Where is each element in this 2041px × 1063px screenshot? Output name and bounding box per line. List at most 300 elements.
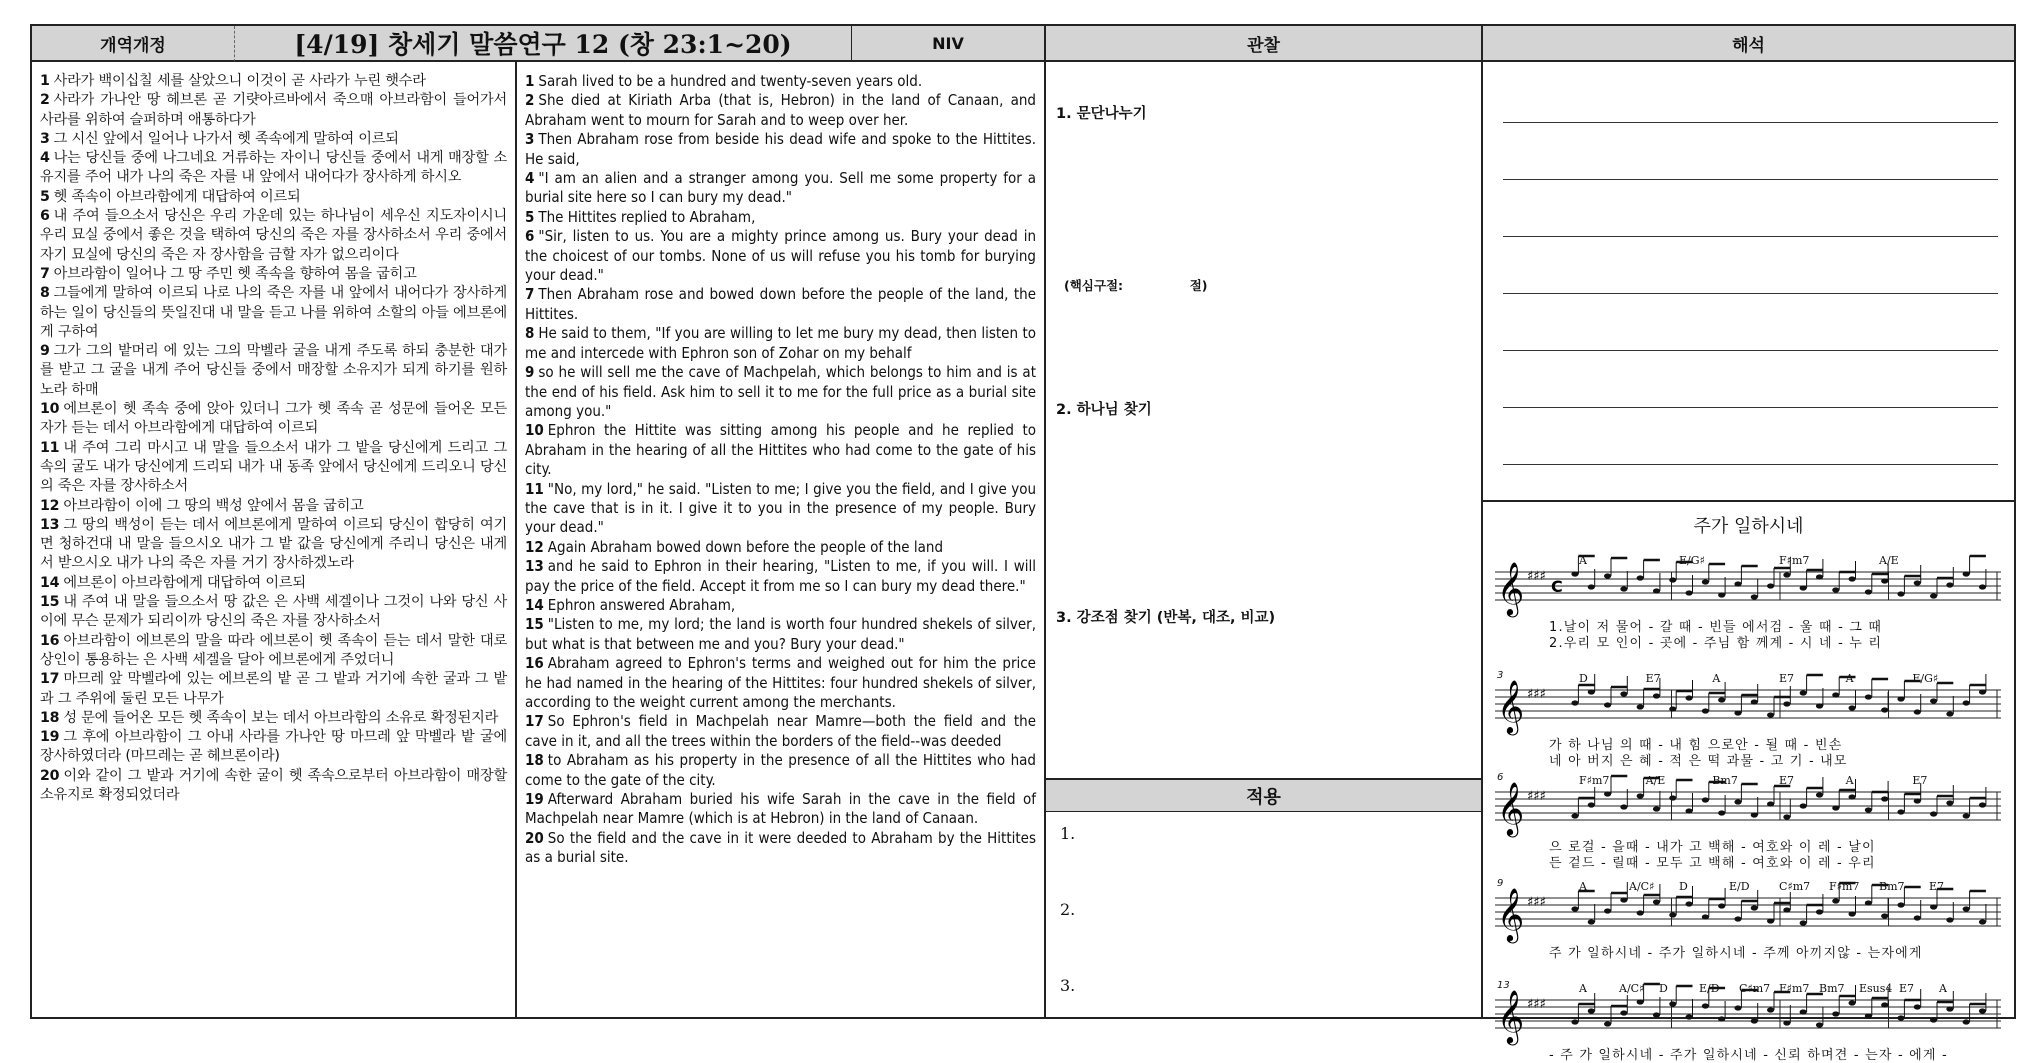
writing-line — [1503, 122, 1998, 123]
note-head — [1620, 1010, 1627, 1015]
verse-text: 내 주여 들으소서 당신은 우리 가운데 있는 하나님이 세우신 지도자이시니 우리 묘실 중에서 좋은 것을 택하여 당신의 죽은 자를 장사하소서 우리 중에서 자기 묘실에 당신의 죽은 자 장사함을 금할 자가 없으리이다 — [40, 208, 507, 263]
note-head — [1718, 810, 1725, 815]
hymn-title: 주가 일하시네 — [1693, 516, 1804, 537]
chord-symbol: F♯m7 — [1579, 774, 1610, 787]
note-head — [1946, 711, 1953, 716]
note-head — [1849, 794, 1856, 799]
note-head — [1963, 700, 1970, 705]
verse-text: Ephron answered Abraham, — [547, 595, 736, 614]
header-observation: 관찰 — [1046, 26, 1483, 62]
note-head — [1816, 909, 1823, 914]
verse — [525, 615, 1036, 654]
note-head — [1653, 806, 1660, 811]
note-head — [1783, 814, 1790, 819]
chord-symbol: Bm7 — [1712, 774, 1738, 787]
note-head — [1620, 586, 1627, 591]
chord-symbol: F♯m7 — [1779, 982, 1810, 995]
verse-text: "No, my lord," he said. "Listen to me; I give you the field, and I give you the cave that is in it. I give it to you in the presence of my people. Bury your dead." — [525, 479, 1036, 537]
chord-symbol: F♯m7 — [1779, 554, 1810, 567]
note-head — [1669, 577, 1676, 582]
note-head — [1637, 793, 1644, 798]
note-head — [1881, 578, 1888, 583]
verse-number: 12 — [40, 497, 60, 514]
note-head — [1620, 897, 1627, 902]
verse-text: 사라가 백이십칠 세를 살았으니 이것이 곧 사라가 누린 햇수라 — [53, 73, 426, 89]
chord-symbol: A — [1579, 880, 1587, 893]
note-head — [1946, 800, 1953, 805]
verse-text: 마므레 앞 막벨라에 있는 에브론의 밭 곧 그 밭과 거기에 속한 굴과 그 밭과 그 주위에 둘린 모든 나무가 — [40, 671, 507, 707]
note-head — [1604, 908, 1611, 913]
note-head — [1914, 709, 1921, 714]
verse-number: 13 — [525, 557, 544, 576]
note-head — [1979, 802, 1986, 807]
note-head — [1979, 919, 1986, 924]
key-verse-label — [1064, 276, 1208, 294]
verse — [40, 400, 507, 439]
verse — [40, 632, 507, 671]
chord-symbol: A — [1845, 774, 1854, 787]
study-sheet — [30, 24, 2016, 1063]
chord-symbol: Bm7 — [1879, 880, 1905, 893]
chord-symbol: E7 — [1929, 880, 1945, 893]
chord-symbol: Esus4 — [1859, 982, 1893, 995]
verse-text: 에브론이 아브라함에게 대답하여 이르되 — [63, 574, 306, 591]
note-head — [1734, 710, 1741, 715]
verse-text: 아브라함이 에브론의 말을 따라 에브론이 헷 족속이 듣는 데서 말한 대로 상인이 통용하는 은 사백 세겔을 달아 에브론에게 주었더니 — [40, 632, 507, 668]
lyric-line: 으 로걸 - 을때 - 내가 고 백해 - 여호와 이 레 - 날이 — [1549, 840, 1876, 855]
note-head — [1914, 798, 1921, 803]
verse-text: 그들에게 말하여 이르되 나로 나의 죽은 자를 내 앞에서 내어다가 장사하게 하는 일이 당신들의 뜻일진대 내 말을 듣고 나를 위하여 소할의 아들 에브론에게 구하여 — [40, 285, 507, 340]
note-head — [1751, 594, 1758, 599]
treble-clef-icon: 𝄞 — [1497, 679, 1525, 733]
measure-number: 6 — [1497, 772, 1504, 783]
note-head — [1669, 706, 1676, 711]
chord-symbol: E/G♯ — [1912, 672, 1939, 685]
note-head — [1832, 587, 1839, 592]
note-head — [1588, 919, 1595, 924]
chord-symbol: E7 — [1779, 774, 1795, 787]
chord-symbol: Bm7 — [1819, 982, 1845, 995]
note-head — [1571, 700, 1578, 705]
note-head — [1816, 1022, 1823, 1027]
verse-number: 1 — [40, 73, 50, 89]
verse-text: Abraham agreed to Ephron's terms and weighed out for him the price he had named in the hearing of the Hittites: four hundred shekels of silver, according to the weight current among the merchants. — [525, 654, 1036, 711]
treble-clef-icon: 𝄞 — [1497, 887, 1525, 941]
chord-symbol: A/C♯ — [1619, 982, 1645, 995]
verse-number: 18 — [40, 709, 60, 726]
note-head — [1734, 799, 1741, 804]
observation-item-find-god: 2. 하나님 찾기 — [1056, 402, 1152, 418]
verse-number: 17 — [40, 671, 60, 688]
verse — [525, 480, 1036, 538]
chord-symbol: E/D — [1699, 982, 1720, 995]
note-head — [1816, 792, 1823, 797]
note-head — [1637, 575, 1644, 580]
note-head — [1767, 801, 1774, 806]
verse — [525, 538, 1036, 557]
note-head — [1783, 907, 1790, 912]
verse — [525, 169, 1036, 208]
interpretation-column — [1483, 62, 2014, 1063]
verse-number: 11 — [525, 479, 544, 498]
note-head — [1963, 813, 1970, 818]
key-verse-suffix: 절) — [1189, 278, 1208, 293]
note-head — [1832, 692, 1839, 697]
korean-text-column — [32, 62, 517, 1017]
note-head — [1686, 901, 1693, 906]
verse — [525, 363, 1036, 421]
note-head — [1702, 797, 1709, 802]
treble-clef-icon: 𝄞 — [1497, 781, 1525, 835]
verse-number: 5 — [525, 207, 535, 226]
chord-symbol: D — [1679, 880, 1688, 893]
note-head — [1686, 808, 1693, 813]
application-item: 1. — [1060, 824, 1076, 843]
verse-number: 10 — [525, 421, 544, 440]
note-head — [1979, 584, 1986, 589]
writing-line — [1503, 236, 1998, 237]
note-head — [1897, 1015, 1904, 1020]
verse — [40, 91, 507, 130]
note-head — [1588, 584, 1595, 589]
time-signature-icon: C — [1551, 577, 1563, 596]
note-head — [1881, 1002, 1888, 1007]
verse-text: 아브라함이 일어나 그 땅 주민 헷 족속을 향하여 몸을 굽히고 — [53, 265, 417, 282]
verse-text: The Hittites replied to Abraham, — [538, 207, 756, 226]
verse-text: He said to them, "If you are willing to let me bury my dead, then listen to me and intercede with Ephron son of Zohar on my behalf — [525, 324, 1036, 362]
note-head — [1718, 592, 1725, 597]
chord-symbol: C♯m7 — [1739, 982, 1771, 995]
verse-number: 20 — [40, 767, 60, 784]
verse-text: 그 시신 앞에서 일어나 나가서 헷 족속에게 말하여 이르되 — [53, 130, 399, 147]
note-head — [1718, 903, 1725, 908]
verse-number: 11 — [40, 439, 60, 456]
verse-text: Sarah lived to be a hundred and twenty-seven years old. — [538, 72, 923, 90]
interpretation-writing-area — [1483, 62, 2014, 502]
verse — [40, 497, 507, 516]
writing-line — [1503, 464, 1998, 465]
note-head — [1816, 703, 1823, 708]
chord-symbol: E7 — [1912, 774, 1928, 787]
note-head — [1620, 804, 1627, 809]
verse-number: 8 — [40, 285, 50, 302]
verse — [525, 654, 1036, 712]
note-head — [1571, 813, 1578, 818]
verse-number: 10 — [40, 401, 60, 418]
verse — [40, 574, 507, 593]
verse — [40, 130, 507, 149]
chord-symbol: A/E — [1645, 774, 1666, 787]
treble-clef-icon: 𝄞 — [1497, 989, 1525, 1043]
note-head — [1832, 805, 1839, 810]
note-head — [1718, 697, 1725, 702]
verse — [40, 767, 507, 806]
verse — [40, 728, 507, 767]
verse-number: 18 — [525, 751, 544, 770]
note-head — [1653, 588, 1660, 593]
writing-line — [1503, 293, 1998, 294]
verse — [40, 342, 507, 400]
note-head — [1963, 1019, 1970, 1024]
verse-number: 4 — [40, 150, 50, 167]
note-head — [1816, 574, 1823, 579]
key-signature-icon: ♯♯♯ — [1527, 895, 1546, 910]
key-verse-prefix: (핵심구절: — [1064, 278, 1124, 293]
note-head — [1849, 911, 1856, 916]
verse-number: 8 — [525, 324, 535, 343]
header-translation: 개역개정 — [32, 26, 235, 62]
note-head — [1897, 809, 1904, 814]
verse — [525, 790, 1036, 829]
note-head — [1686, 1014, 1693, 1019]
chord-symbol: D — [1659, 982, 1668, 995]
note-head — [1637, 999, 1644, 1004]
note-head — [1849, 576, 1856, 581]
application-item: 2. — [1060, 900, 1076, 919]
note-head — [1979, 689, 1986, 694]
note-head — [1881, 913, 1888, 918]
note-head — [1767, 583, 1774, 588]
chord-symbol: A/C♯ — [1629, 880, 1655, 893]
note-head — [1702, 579, 1709, 584]
note-head — [1783, 572, 1790, 577]
verse-text: 나는 당신들 중에 나그네요 거류하는 자이니 당신들 중에서 내게 매장할 소유지를 주어 내가 나의 죽은 자를 내 앞에서 내어다가 장사하게 하시오 — [40, 150, 507, 186]
chord-symbol: E7 — [1645, 672, 1661, 685]
verse-text: 그 땅의 백성이 듣는 데서 에브론에게 말하여 이르되 당신이 합당히 여기면 청하건대 내 말을 들으시오 내가 그 밭 값을 당신에게 주리니 당신은 내게서 받으시오 내가 나의 죽은 자를 거기 장사하겠노라 — [40, 516, 507, 572]
verse — [40, 188, 507, 207]
verse-number: 7 — [525, 285, 535, 304]
note-head — [1865, 589, 1872, 594]
note-head — [1897, 696, 1904, 701]
note-head — [1767, 918, 1774, 923]
verse — [40, 670, 507, 709]
verse-text: So the field and the cave in it were deeded to Abraham by the Hittites as a burial site. — [525, 828, 1036, 867]
note-head — [1734, 1005, 1741, 1010]
verse-text: Again Abraham bowed down before the people of the land — [547, 537, 944, 556]
chord-symbol: E7 — [1899, 982, 1915, 995]
note-head — [1588, 802, 1595, 807]
verse-text: Ephron the Hittite was sitting among his people and he replied to Abraham in the hearing of all the Hittites who had come to the gate of his city. — [525, 421, 1036, 479]
verse-text: 성 문에 들어온 모든 헷 족속이 보는 데서 아브라함의 소유로 확정된지라 — [63, 709, 499, 726]
note-head — [1767, 1007, 1774, 1012]
note-head — [1686, 695, 1693, 700]
verse — [525, 324, 1036, 363]
note-head — [1637, 704, 1644, 709]
note-head — [1604, 1021, 1611, 1026]
note-head — [1588, 1008, 1595, 1013]
note-head — [1669, 795, 1676, 800]
verse — [40, 593, 507, 632]
note-head — [1930, 593, 1937, 598]
note-head — [1946, 917, 1953, 922]
header-niv: NIV — [852, 26, 1046, 62]
verse-number: 17 — [525, 712, 544, 731]
note-head — [1637, 910, 1644, 915]
key-signature-icon: ♯♯♯ — [1527, 569, 1546, 584]
note-head — [1930, 904, 1937, 909]
note-head — [1800, 585, 1807, 590]
measure-number: 3 — [1497, 670, 1504, 681]
lyric-line: 든 겉드 - 릴때 - 모두 고 백해 - 여호와 이 레 - 우리 — [1549, 856, 1876, 871]
verse-number: 9 — [525, 363, 535, 382]
verse — [525, 421, 1036, 479]
note-head — [1783, 701, 1790, 706]
note-head — [1751, 812, 1758, 817]
key-signature-icon: ♯♯♯ — [1527, 997, 1546, 1012]
note-head — [1832, 1011, 1839, 1016]
note-head — [1571, 906, 1578, 911]
note-head — [1588, 689, 1595, 694]
verse-number: 16 — [40, 632, 60, 649]
note-head — [1914, 915, 1921, 920]
hymn-score — [1483, 502, 2014, 1063]
note-head — [1751, 1018, 1758, 1023]
verse — [40, 439, 507, 497]
note-head — [1718, 1016, 1725, 1021]
key-signature-icon: ♯♯♯ — [1527, 789, 1546, 804]
verse-text: 사라가 가나안 땅 헤브론 곧 기럇아르바에서 죽으매 아브라함이 들어가서 사라를 위하여 슬퍼하며 애통하다가 — [40, 92, 507, 128]
verse-text: 그가 그의 밭머리 에 있는 그의 막벨라 굴을 내게 주도록 하되 충분한 대가를 받고 그 굴을 내게 주어 당신들 중에서 매장할 소유지가 되게 하기를 원하노라 하매 — [40, 343, 507, 398]
verse-number: 3 — [40, 130, 50, 147]
note-head — [1832, 898, 1839, 903]
verse-number: 9 — [40, 343, 50, 360]
verse — [525, 596, 1036, 615]
verse-text: 아브라함이 이에 그 땅의 백성 앞에서 몸을 굽히고 — [63, 497, 364, 514]
verse-text: 그 후에 아브라함이 그 아내 사라를 가나안 땅 마므레 앞 막벨라 밭 굴에 장사하였더라 (마므레는 곧 헤브론이라) — [40, 729, 507, 765]
verse-text: 에브론이 헷 족속 중에 앉아 있더니 그가 헷 족속 곧 성문에 들어온 모든 자가 듣는 데서 아브라함에게 대답하여 이르되 — [40, 401, 507, 437]
verse-text: 내 주여 그리 마시고 내 말을 들으소서 내가 그 밭을 당신에게 드리고 그 속의 굴도 내가 당신에게 드리되 내가 내 동족 앞에서 당신에게 드리오니 당신의 죽은 자를 장사하소서 — [40, 439, 507, 495]
verse — [525, 72, 1036, 91]
application-header: 적용 — [1046, 780, 1481, 812]
note-head — [1669, 1001, 1676, 1006]
note-head — [1897, 902, 1904, 907]
chord-symbol: A — [1939, 982, 1947, 995]
verse — [525, 208, 1036, 227]
note-head — [1930, 698, 1937, 703]
measure-number: 13 — [1497, 980, 1510, 991]
verse-number: 4 — [525, 169, 535, 188]
verse-number: 3 — [525, 130, 535, 149]
verse — [40, 709, 507, 728]
note-head — [1946, 1006, 1953, 1011]
verse — [40, 72, 507, 91]
lyric-line: 주 가 일하시네 - 주가 일하시네 - 주께 아끼지않 - 는자에게 — [1549, 946, 1923, 961]
note-head — [1604, 702, 1611, 707]
note-head — [1979, 1008, 1986, 1013]
verse — [525, 751, 1036, 790]
verse — [525, 227, 1036, 285]
chord-symbol: D — [1579, 672, 1588, 685]
note-head — [1930, 811, 1937, 816]
lyric-line: 가 하 나님 의 때 - 내 힘 으로안 - 될 때 - 빈손 — [1549, 738, 1843, 753]
verse-number: 2 — [40, 92, 50, 109]
note-head — [1751, 699, 1758, 704]
lyric-line: 2.우리 모 인이 - 곳에 - 주님 함 께계 - 시 네 - 누 리 — [1549, 636, 1883, 651]
verse — [40, 284, 507, 342]
verse-text: so he will sell me the cave of Machpelah, which belongs to him and is at the end of his field. Ask him to sell it to me for the full price as a burial site among you." — [525, 363, 1036, 420]
verse-number: 15 — [525, 615, 544, 634]
verse-text: 이와 같이 그 밭과 거기에 속한 굴이 헷 족속으로부터 아브라함이 매장할 소유지로 확정되었더라 — [40, 767, 507, 803]
verse-text: So Ephron's field in Machpelah near Mamre—both the field and the cave in it, and all the trees within the borders of the field--was deeded — [525, 712, 1036, 750]
verse-number: 1 — [525, 72, 535, 90]
note-head — [1604, 791, 1611, 796]
verse-number: 20 — [525, 828, 544, 847]
header-interpretation: 해석 — [1483, 26, 2014, 62]
note-head — [1963, 906, 1970, 911]
writing-line — [1503, 407, 1998, 408]
lyric-line: - 주 가 일하시네 - 주가 일하시네 - 신뢰 하며견 - 는자 - 에게 - — [1549, 1048, 1948, 1063]
chord-symbol: A — [1579, 982, 1587, 995]
verse-number: 6 — [525, 227, 535, 246]
verse-number: 7 — [40, 265, 50, 282]
chord-symbol: A — [1845, 672, 1854, 685]
verse-text: and he said to Ephron in their hearing, "Listen to me, if you will. I will pay the price of the field. Accept it from me so I can bury my dead there." — [525, 557, 1036, 595]
note-head — [1881, 796, 1888, 801]
verse-number: 6 — [40, 208, 50, 225]
note-head — [1800, 803, 1807, 808]
verse-number: 19 — [40, 729, 60, 746]
verse-number: 5 — [40, 188, 50, 205]
application-item: 3. — [1060, 976, 1076, 995]
verse-text: Afterward Abraham buried his wife Sarah in the cave in the field of Machpelah near Mamre (which is at Hebron) in the land of Canaan. — [525, 790, 1036, 828]
note-head — [1751, 905, 1758, 910]
observation-item-emphasis: 3. 강조점 찾기 (반복, 대조, 비교) — [1056, 610, 1276, 626]
note-head — [1702, 708, 1709, 713]
verse-text: Then Abraham rose from beside his dead wife and spoke to the Hittites. He said, — [525, 130, 1036, 168]
chord-symbol: E/D — [1729, 880, 1750, 893]
verse — [525, 557, 1036, 596]
writing-line — [1503, 350, 1998, 351]
note-head — [1849, 705, 1856, 710]
note-head — [1653, 1012, 1660, 1017]
observation-item-paragraph: 1. 문단나누기 — [1056, 106, 1147, 122]
note-head — [1783, 1020, 1790, 1025]
verse — [40, 516, 507, 574]
note-head — [1702, 914, 1709, 919]
note-head — [1734, 916, 1741, 921]
note-head — [1800, 920, 1807, 925]
verse-text: 헷 족속이 아브라함에게 대답하여 이르되 — [53, 188, 301, 205]
lyric-line: 1.날이 저 물어 - 갈 때 - 빈들 에서검 - 울 때 - 그 때 — [1549, 620, 1883, 635]
measure-number: 9 — [1497, 878, 1504, 889]
verse — [40, 149, 507, 188]
note-head — [1669, 912, 1676, 917]
chord-symbol: A/E — [1879, 554, 1899, 567]
note-head — [1963, 571, 1970, 576]
verse — [525, 130, 1036, 169]
page-title: [4/19] 창세기 말씀연구 12 (창 23:1~20) — [235, 26, 852, 62]
note-head — [1686, 590, 1693, 595]
verse-text: "I am an alien and a stranger among you. Sell me some property for a burial site here so I can bury my dead." — [525, 169, 1036, 207]
verse — [40, 207, 507, 265]
observation-column — [1046, 62, 1483, 1017]
note-head — [1865, 807, 1872, 812]
verse-text: "Listen to me, my lord; the land is worth four hundred shekels of silver, but what is that between me and you? Bury your dead." — [525, 615, 1036, 653]
verse-number: 13 — [40, 516, 60, 533]
note-head — [1930, 1017, 1937, 1022]
verse-number: 15 — [40, 594, 60, 611]
note-head — [1865, 694, 1872, 699]
note-head — [1620, 691, 1627, 696]
note-head — [1653, 693, 1660, 698]
chord-symbol: A — [1579, 554, 1587, 567]
verse — [40, 265, 507, 284]
note-head — [1849, 1000, 1856, 1005]
niv-text-column — [517, 62, 1046, 1017]
note-head — [1800, 690, 1807, 695]
verse — [525, 285, 1036, 324]
chord-symbol: C♯m7 — [1779, 880, 1811, 893]
